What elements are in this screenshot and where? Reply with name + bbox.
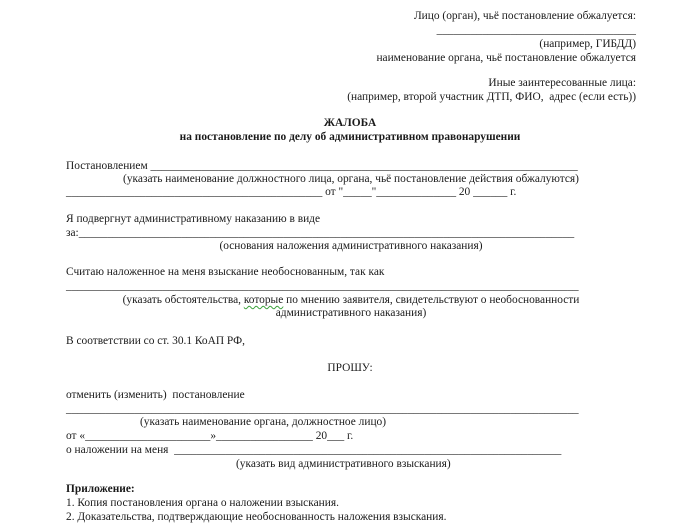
attachment-item-2: 2. Доказательства, подтверждающие необоснованность наложения взыскания. <box>66 511 447 523</box>
document-title: ЖАЛОБА <box>323 117 377 129</box>
imposition-line: о наложении на меня ____________________________________________________________________ <box>66 444 562 456</box>
caption-part-a: (указать обстоятельства, <box>122 294 244 306</box>
type-caption: (указать вид административного взыскания) <box>236 458 451 470</box>
organ-name-caption: наименование органа, чьё постановление обжалуется <box>376 52 636 64</box>
attachment-item-1: 1. Копия постановления органа о наложении взыскания. <box>66 497 339 509</box>
date-line: _____________________________________________ от "_____"______________ 20 ______ г. <box>66 186 517 198</box>
example-gibdd: (например, ГИБДД) <box>539 38 636 50</box>
circumstances-caption-1 <box>66 294 636 307</box>
cancel-line: отменить (изменить) постановление <box>66 389 245 401</box>
circumstances-caption-2: административного наказания) <box>275 307 427 319</box>
from-line: от «______________________»_________________ 20___ г. <box>66 430 354 442</box>
attachments-heading: Приложение: <box>66 483 135 495</box>
other-parties-example: (например, второй участник ДТП, ФИО, адрес (если есть)) <box>347 91 636 103</box>
document-subtitle: на постановление по делу об административном правонарушении <box>179 131 521 143</box>
basis-caption: (основания наложения административного наказания) <box>219 240 483 252</box>
resolution-line: Постановлением ___________________________________________________________________________ <box>66 160 578 172</box>
resolution-caption: (указать наименование должностного лица, органа, чьё постановление действия обжалуются) <box>123 173 579 185</box>
person-label: Лицо (орган), чьё постановление обжалуется: <box>413 10 636 22</box>
circumstances-blank: __________________________________________________________________________________________ <box>66 280 579 292</box>
organ-blank-line: ___________________________________ <box>436 24 636 36</box>
accordance-line: В соответствии со ст. 30.1 КоАП РФ, <box>66 335 245 347</box>
organ-blank: __________________________________________________________________________________________ <box>66 403 579 415</box>
for-line: за:_______________________________________________________________________________________ <box>66 227 575 239</box>
request-heading: ПРОШУ: <box>327 362 373 374</box>
spellcheck-word: которые <box>243 294 284 306</box>
caption-part-b: по мнению заявителя, свидетельствуют о необоснованности <box>283 294 580 306</box>
organ-caption: (указать наименование органа, должностное лицо) <box>140 416 387 428</box>
penalty-line: Я подвергнут административному наказанию в виде <box>66 213 321 225</box>
other-parties-label: Иные заинтересованные лица: <box>488 77 636 89</box>
unfounded-line: Считаю наложенное на меня взыскание необоснованным, так как <box>66 266 385 278</box>
